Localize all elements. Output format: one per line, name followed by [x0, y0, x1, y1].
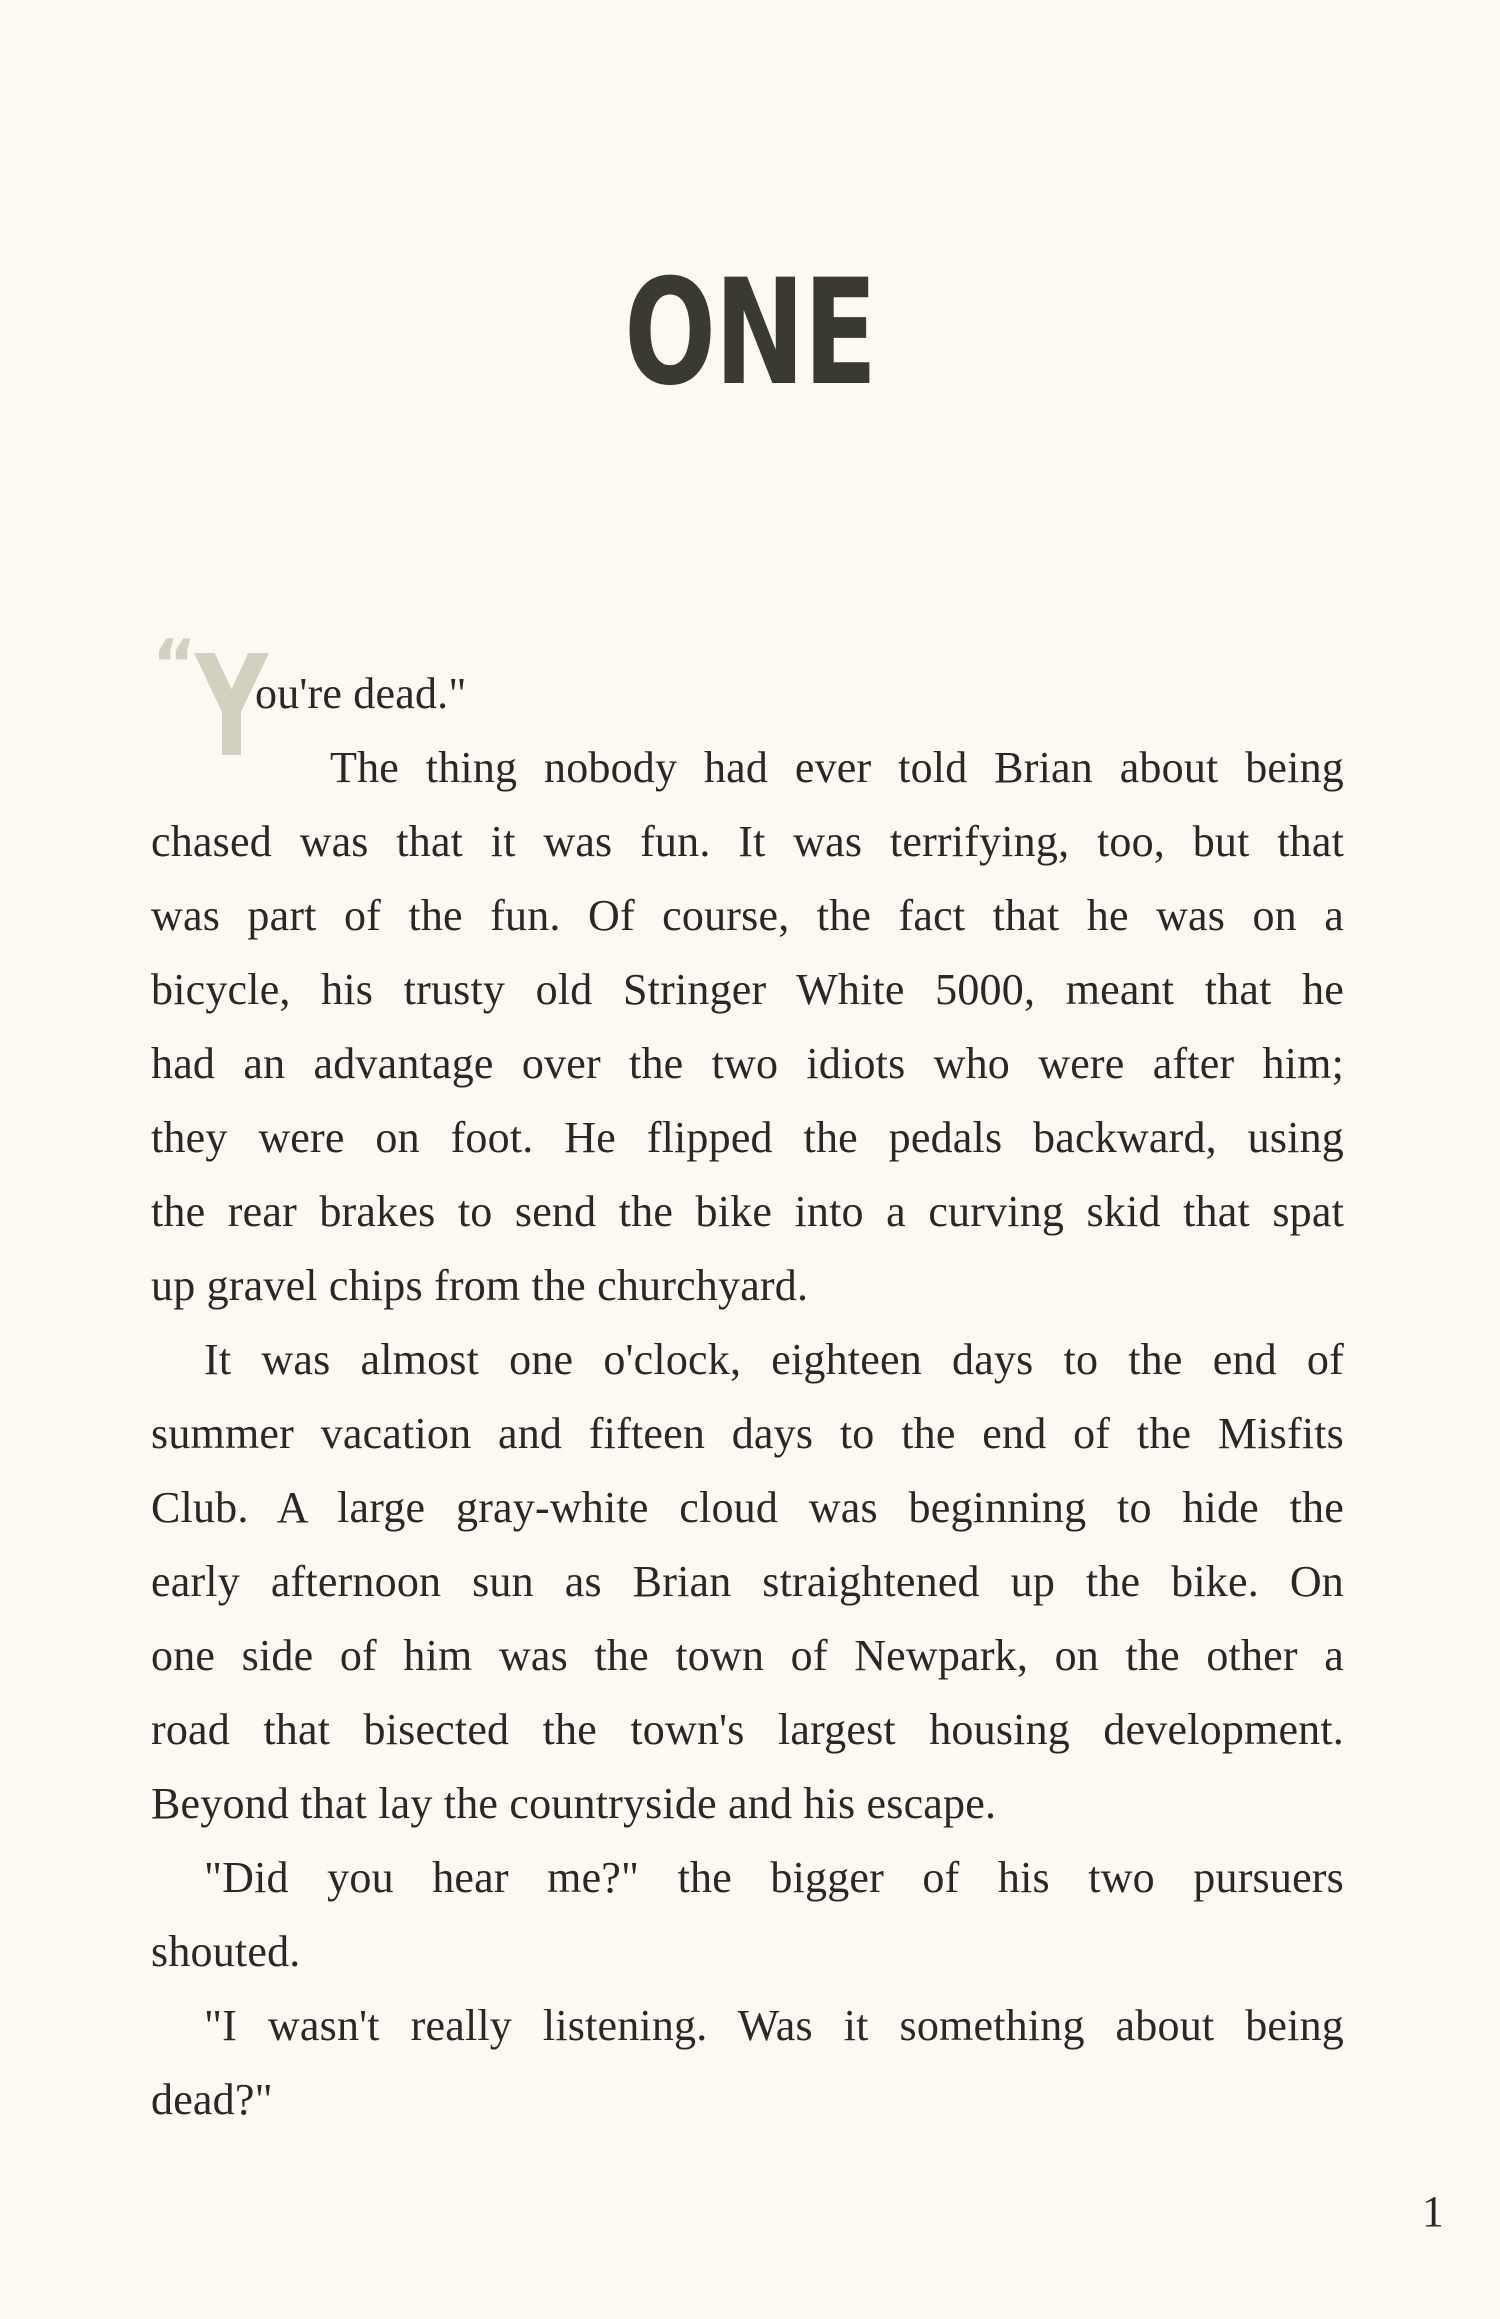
text-line: they were on foot. He flipped the pedals backward, using: [151, 1113, 1344, 1162]
text-line: "Did you hear me?" the bigger of his two pursuers: [204, 1853, 1344, 1902]
text-line: The thing nobody had ever told Brian about being: [330, 743, 1344, 792]
text-line: up gravel chips from the churchyard.: [151, 1261, 809, 1310]
text-line: "I wasn't really listening. Was it something about being: [204, 2001, 1344, 2050]
page-number: 1: [1422, 2187, 1444, 2236]
text-line: early afternoon sun as Brian straightened up the bike. On: [151, 1557, 1344, 1606]
text-line: was part of the fun. Of course, the fact that he was on a: [151, 891, 1344, 940]
text-line: road that bisected the town's largest housing development.: [151, 1705, 1344, 1754]
text-line: chased was that it was fun. It was terrifying, too, but that: [151, 817, 1344, 866]
dropcap-letter: Y: [195, 626, 269, 789]
text-line: one side of him was the town of Newpark, on the other a: [151, 1631, 1344, 1680]
text-line: the rear brakes to send the bike into a curving skid that spat: [151, 1187, 1344, 1236]
text-line: Club. A large gray-white cloud was beginning to hide the: [151, 1483, 1344, 1532]
text-line: ou're dead.": [255, 669, 467, 718]
text-line: shouted.: [151, 1927, 301, 1976]
dropcap-quote-mark: “: [152, 626, 197, 705]
chapter-title: ONE: [624, 248, 876, 418]
text-line: dead?": [151, 2075, 273, 2124]
text-line: Beyond that lay the countryside and his escape.: [151, 1779, 997, 1828]
text-line: bicycle, his trusty old Stringer White 5000, meant that he: [151, 965, 1344, 1014]
text-line: summer vacation and fifteen days to the end of the Misfits: [151, 1409, 1344, 1458]
text-line: It was almost one o'clock, eighteen days to the end of: [204, 1335, 1344, 1384]
text-line: had an advantage over the two idiots who were after him;: [151, 1039, 1344, 1088]
